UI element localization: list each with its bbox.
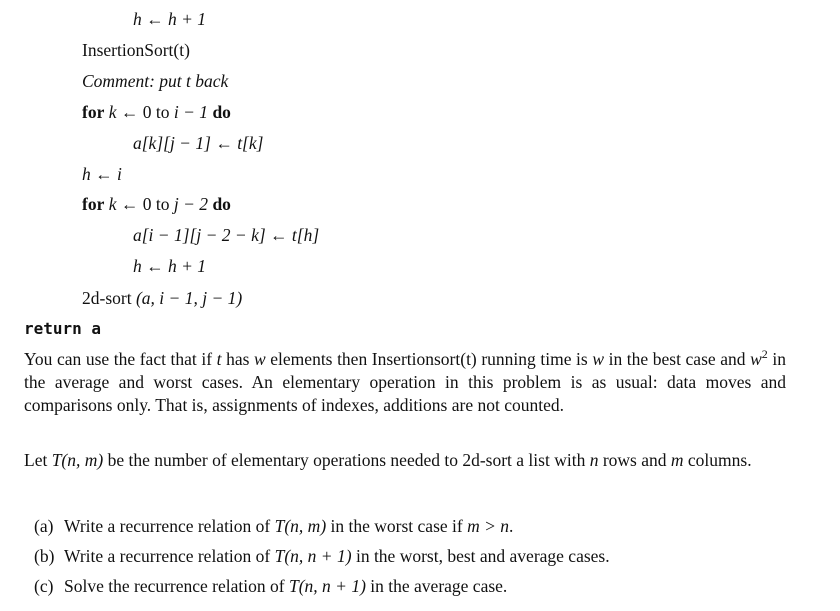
math-exponent: 2 (761, 347, 768, 362)
math-n: n (589, 450, 599, 470)
function-name: 2d-sort (82, 288, 132, 308)
question-label: (a) (34, 516, 54, 536)
function-args: (a, i − 1, j − 1) (135, 288, 243, 308)
math-T: T(n, m) (51, 450, 104, 470)
arrow-op: ← (95, 164, 113, 184)
math-h: h (133, 9, 142, 29)
algo-line-h-increment-2 (133, 255, 206, 277)
arrow-op: ← (120, 102, 139, 122)
text-run: columns. (683, 450, 752, 470)
arrow-op: ← (146, 9, 164, 29)
algo-line-h-increment-1 (133, 8, 206, 30)
math-expr: T(n, m) (274, 516, 327, 536)
math-expr: a[k][j − 1] (133, 133, 211, 153)
arrow-op: ← (146, 256, 164, 276)
loop-bound: j − 2 (173, 194, 209, 214)
text-run: rows and (598, 450, 671, 470)
text-run: in the average case. (365, 576, 508, 596)
question-b (34, 545, 610, 567)
question-c (34, 575, 507, 597)
algo-comment: Comment: put t back (82, 71, 229, 91)
algo-loop2-body (133, 224, 319, 246)
keyword-for: for (82, 102, 105, 122)
algo-insertion-sort-call: InsertionSort(t) (82, 40, 190, 60)
algo-assign-h-i (82, 163, 122, 185)
math-expr: t[k] (237, 133, 264, 153)
text-run: in the average and worst cases. An elementary operation in this problem is as usual: data moves and comparisons only. That is, assignments of indexes, additions are not counted. (24, 349, 786, 415)
math-w: w (750, 349, 762, 369)
math-condition: m > n (467, 516, 510, 536)
arrow-op: ← (270, 225, 288, 245)
text-run: in the best case and (604, 349, 751, 369)
math-t: t (216, 349, 222, 369)
arrow-op: ← (120, 194, 139, 214)
arrow-op: ← (215, 133, 233, 153)
text-run: Write a recurrence relation of (64, 516, 275, 536)
math-expr: h + 1 (168, 9, 207, 29)
keyword-for: for (82, 194, 105, 214)
math-expr: T(n, n + 1) (274, 546, 352, 566)
text-run: . (509, 516, 514, 536)
text-run: in the worst case if (326, 516, 468, 536)
text-run: be the number of elementary operations needed to 2d-sort a list with (103, 450, 590, 470)
math-expr: t[h] (291, 225, 320, 245)
question-label: (c) (34, 576, 54, 596)
text-run: Write a recurrence relation of (64, 546, 275, 566)
math-h: h (82, 164, 91, 184)
paragraph-running-time (24, 348, 786, 417)
algo-loop1-body (133, 132, 263, 154)
math-w: w (254, 349, 266, 369)
keyword-do: do (212, 102, 231, 122)
algo-for-loop-2 (82, 193, 231, 215)
loop-range: 0 to (142, 102, 170, 122)
algo-for-loop-1 (82, 101, 231, 123)
math-h: h (133, 256, 142, 276)
text-run: elements then Insertionsort(t) running time is (265, 349, 593, 369)
math-expr: h + 1 (168, 256, 207, 276)
algo-return-statement: return a (24, 319, 102, 338)
text-run: Let (24, 450, 52, 470)
math-m: m (670, 450, 684, 470)
math-i: i (117, 164, 122, 184)
question-a (34, 515, 513, 537)
loop-bound: i − 1 (173, 102, 209, 122)
text-run: has (221, 349, 255, 369)
text-run: Solve the recurrence relation of (64, 576, 289, 596)
loop-range: 0 to (142, 194, 170, 214)
loop-var: k (108, 194, 117, 214)
math-expr: a[i − 1][j − 2 − k] (133, 225, 266, 245)
text-run: You can use the fact that if (24, 349, 217, 369)
loop-var: k (108, 102, 117, 122)
question-label: (b) (34, 546, 55, 566)
math-expr: T(n, n + 1) (288, 576, 366, 596)
algo-recursive-call (82, 287, 242, 309)
math-w: w (592, 349, 605, 369)
paragraph-definition (24, 449, 786, 472)
keyword-do: do (212, 194, 231, 214)
text-run: in the worst, best and average cases. (351, 546, 610, 566)
